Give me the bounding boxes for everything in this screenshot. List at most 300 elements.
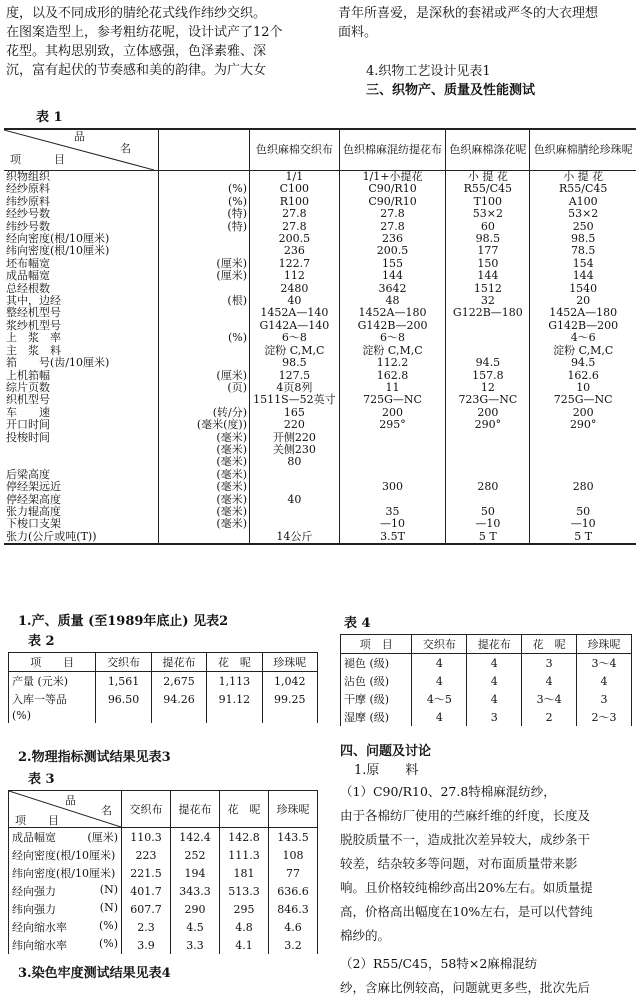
row-label	[4, 444, 159, 456]
row-label: 纬向密度(根/10厘米)	[6, 244, 110, 258]
table-cell: 60	[446, 221, 530, 233]
table-cell: 236	[339, 233, 446, 245]
row-label: 产量 (元米)	[9, 672, 96, 691]
table-cell: 280	[530, 481, 636, 493]
table-cell: 236	[250, 245, 340, 257]
table-cell: 3～4	[522, 690, 577, 708]
table-cell: 4.8	[220, 918, 269, 936]
table-cell: 200.5	[250, 233, 340, 245]
row-label: 经纱原料	[6, 182, 50, 196]
table-row	[4, 494, 636, 506]
table2-header: 项 目	[9, 653, 96, 672]
row-unit	[159, 357, 250, 369]
table-cell: 3	[577, 690, 632, 708]
table-cell	[446, 432, 530, 444]
table-cell	[446, 332, 530, 344]
table-cell: 1452A—180	[339, 307, 446, 319]
table-cell	[250, 469, 340, 481]
row-label-cell	[9, 918, 122, 936]
table-cell: C90/R10	[339, 183, 446, 195]
table4-header: 花 呢	[522, 635, 577, 654]
intro-text-right	[338, 4, 598, 100]
table-cell: 5 T	[530, 531, 636, 544]
table-row	[9, 846, 318, 864]
table-row	[9, 828, 318, 847]
table-cell: —10	[530, 518, 636, 530]
row-label: 纬向密度(根/10厘米)	[12, 867, 116, 880]
section-3-title: 3.染色牢度测试结果见表4	[18, 966, 171, 981]
table-row	[9, 708, 318, 723]
text-line: 棉纱的。	[340, 928, 391, 943]
table-cell: 1540	[530, 283, 636, 295]
row-label: 主 浆 料	[6, 343, 61, 357]
table-cell: 94.26	[151, 690, 206, 708]
row-label: 浆纱机型号	[6, 318, 61, 332]
table-cell: 290°	[446, 419, 530, 431]
table-cell	[250, 518, 340, 530]
row-unit: (根)	[159, 295, 250, 307]
table-cell	[446, 456, 530, 468]
table-cell: 112.2	[339, 357, 446, 369]
table-cell: 154	[530, 258, 636, 270]
table-cell: 4～6	[530, 332, 636, 344]
text-line: 度，以及不同成形的腈纶花式线作纬纱交织。	[6, 6, 267, 21]
row-label: 成品幅宽	[12, 831, 56, 844]
table-row	[4, 357, 636, 369]
table-cell: 11	[339, 382, 446, 394]
text-line: 纱，含麻比例较高，问题就更多些，批次先后	[340, 980, 591, 995]
table-cell: 343.3	[171, 882, 220, 900]
table-cell: 300	[339, 481, 446, 493]
table-cell: 1452A—180	[530, 307, 636, 319]
table-cell: R100	[250, 196, 340, 208]
table-cell: 27.8	[250, 221, 340, 233]
table-cell: 200	[339, 407, 446, 419]
table-cell: 4	[412, 708, 467, 726]
row-unit: (毫米)	[159, 481, 250, 493]
table-cell: 290	[171, 900, 220, 918]
row-label: 上 浆 率	[6, 331, 61, 345]
table-cell: 1,042	[262, 672, 317, 691]
row-unit	[159, 233, 250, 245]
row-label: 经向密度(根/10厘米)	[6, 232, 110, 246]
table-cell: 80	[250, 456, 340, 468]
text-line: 较差，结杂较多等问题，对布面质量带来影	[340, 856, 578, 871]
table3-caption: 表 3	[28, 772, 55, 787]
table1-col-header: 色织麻棉腈纶珍珠呢	[530, 129, 636, 171]
text-line: 高，价格高出幅度在10%左右，是可以代替纯	[340, 904, 593, 919]
table-row	[4, 196, 636, 208]
table-cell: 3.3	[171, 936, 220, 954]
table-cell: 48	[339, 295, 446, 307]
table-cell: —10	[339, 518, 446, 530]
table1-caption: 表 1	[36, 110, 63, 125]
row-label: 经纱号数	[6, 207, 50, 221]
row-label: 经向缩水率	[12, 921, 67, 934]
table3-header: 花 呢	[220, 791, 269, 828]
row-unit: (厘米)	[159, 270, 250, 282]
row-label: 经向强力	[12, 885, 56, 898]
table-cell: 6～8	[339, 332, 446, 344]
text-line: 面料。	[338, 25, 378, 40]
table-cell: 99.25	[262, 690, 317, 708]
row-unit	[159, 531, 250, 544]
table-cell: 1/1+小提花	[339, 171, 446, 184]
table-cell: 181	[220, 864, 269, 882]
table-cell: 295	[220, 900, 269, 918]
text-line: 由于各棉纺厂使用的苎麻纤维的纤度，长度及	[340, 808, 591, 823]
row-unit: (%)	[159, 196, 250, 208]
table2-header: 珍珠呢	[262, 653, 317, 672]
table-cell: 5 T	[446, 531, 530, 544]
table-cell: 144	[339, 270, 446, 282]
table-cell: 98.5	[250, 357, 340, 369]
table-cell: 513.3	[220, 882, 269, 900]
table-cell: 2,675	[151, 672, 206, 691]
row-label: 织机型号	[6, 393, 50, 407]
corner-label-bottom: 项 目	[10, 153, 65, 166]
table-cell: 2.3	[122, 918, 171, 936]
table-cell: G142B—200	[530, 320, 636, 332]
table-cell: 144	[446, 270, 530, 282]
table-cell: 50	[530, 506, 636, 518]
row-label-cell	[9, 846, 122, 864]
table-cell: 77	[269, 864, 318, 882]
table-1	[4, 128, 636, 545]
table-cell: 96.50	[96, 690, 151, 708]
row-label: 坯布幅宽	[6, 256, 50, 270]
table-cell: 94.5	[446, 357, 530, 369]
row-unit: (毫米)	[159, 444, 250, 456]
row-unit: (%)	[98, 919, 118, 932]
table-cell: R55/C45	[446, 183, 530, 195]
table-row	[4, 283, 636, 295]
table-cell: G142A—140	[250, 320, 340, 332]
text-line: 沉，富有起伏的节奏感和美的韵律。为广大女	[6, 63, 267, 78]
row-label: 经向密度(根/10厘米)	[12, 849, 116, 862]
paragraph-2	[340, 952, 636, 1000]
table-3	[8, 790, 318, 954]
row-unit: (毫米)	[159, 432, 250, 444]
row-unit: (毫米)	[159, 456, 250, 468]
table-row	[4, 183, 636, 195]
table-row	[4, 332, 636, 344]
table-cell: 846.3	[269, 900, 318, 918]
corner-label-mid: 名	[101, 804, 112, 817]
table-row	[341, 672, 632, 690]
table4-header: 珍珠呢	[577, 635, 632, 654]
table-cell: 4页8列	[250, 382, 340, 394]
table-row	[4, 407, 636, 419]
table-row	[9, 690, 318, 708]
table-row	[4, 481, 636, 493]
table-cell: 50	[446, 506, 530, 518]
row-label: 后梁高度	[6, 467, 50, 481]
table-cell	[530, 444, 636, 456]
table-cell: 4	[467, 654, 522, 673]
section-2-title: 2.物理指标测试结果见表3	[18, 750, 171, 765]
table2-header: 交织布	[96, 653, 151, 672]
table-cell: 4	[412, 654, 467, 673]
row-label: 入库一等品	[9, 690, 96, 708]
row-label: 下梭口支架	[6, 517, 61, 531]
text-line: 青年所喜爱，是深秋的套裙或严冬的大衣理想	[338, 6, 599, 21]
table-cell: 2480	[250, 283, 340, 295]
row-label: (%)	[9, 708, 96, 723]
table-cell: 295°	[339, 419, 446, 431]
row-label: 投梭时间	[6, 430, 50, 444]
row-unit: (特)	[159, 221, 250, 233]
row-label: 筘 号(齿/10厘米)	[6, 356, 110, 370]
table3-header: 提花布	[171, 791, 220, 828]
row-unit	[159, 245, 250, 257]
table-cell: 607.7	[122, 900, 171, 918]
corner-label-top: 品	[74, 130, 85, 143]
row-label: 湿摩 (级)	[341, 708, 412, 726]
table-cell	[96, 708, 151, 723]
table-cell: 3	[522, 654, 577, 673]
heading-4: 4.织物工艺设计见表1	[366, 64, 491, 79]
table-row	[341, 690, 632, 708]
table-cell: 221.5	[122, 864, 171, 882]
table-row	[9, 936, 318, 954]
table-cell	[530, 432, 636, 444]
table4-caption: 表 4	[344, 616, 371, 631]
text-line: 在图案造型上，参考粗纺花呢，设计试产了12个	[6, 25, 283, 40]
row-unit: (页)	[159, 382, 250, 394]
table-row	[341, 708, 632, 726]
row-label-cell	[9, 900, 122, 918]
row-label-cell	[9, 936, 122, 954]
row-label: 成品幅宽	[6, 269, 50, 283]
table-cell: 2～3	[577, 708, 632, 726]
table-cell: 小 提 花	[446, 171, 530, 184]
table-cell: 20	[530, 295, 636, 307]
table-cell: 1512	[446, 283, 530, 295]
table-cell: 108	[269, 846, 318, 864]
table-row	[9, 864, 318, 882]
table-cell: 78.5	[530, 245, 636, 257]
table-cell: 4	[467, 672, 522, 690]
table-row	[4, 245, 636, 257]
table-cell: 91.12	[207, 690, 262, 708]
table-row	[4, 531, 636, 544]
table-row	[4, 444, 636, 456]
row-label: 开口时间	[6, 418, 50, 432]
table-cell: 194	[171, 864, 220, 882]
section-1-title: 1.产、质量 (至1989年底止) 见表2	[18, 614, 229, 629]
table-cell: 112	[250, 270, 340, 282]
table-row	[4, 208, 636, 220]
table1-col-header: 色织麻棉涤花呢	[446, 129, 530, 171]
table-cell: 27.8	[339, 221, 446, 233]
section-4-subtitle: 1.原 料	[354, 763, 419, 778]
row-unit	[159, 394, 250, 406]
table-cell: 27.8	[339, 208, 446, 220]
table-cell: C100	[250, 183, 340, 195]
table2-header: 花 呢	[207, 653, 262, 672]
row-unit: (毫米)	[159, 494, 250, 506]
table-cell: 200	[530, 407, 636, 419]
table-cell: 1511S—52英寸	[250, 394, 340, 406]
row-unit: (毫米)	[159, 506, 250, 518]
table-cell: 177	[446, 245, 530, 257]
table-row	[9, 882, 318, 900]
table-cell	[151, 708, 206, 723]
intro-text-left	[6, 4, 283, 80]
row-label: 停经架远近	[6, 480, 61, 494]
table-cell: 10	[530, 382, 636, 394]
table2-caption: 表 2	[28, 634, 55, 649]
table-cell: 开侧220	[250, 432, 340, 444]
table-cell: 144	[530, 270, 636, 282]
row-label: 张力辊高度	[6, 504, 61, 518]
table-cell: 4	[412, 672, 467, 690]
table-cell: 725G—NC	[530, 394, 636, 406]
table-row	[4, 469, 636, 481]
table-cell: 关侧230	[250, 444, 340, 456]
row-unit: (厘米)	[159, 370, 250, 382]
paragraph-1	[340, 780, 636, 948]
table-cell: 142.4	[171, 828, 220, 847]
table-row	[4, 307, 636, 319]
table-cell: 2	[522, 708, 577, 726]
row-label: 上机筘幅	[6, 368, 50, 382]
table-row	[4, 171, 636, 184]
table-cell: 14公斤	[250, 531, 340, 544]
table-cell: 1452A—140	[250, 307, 340, 319]
corner-label-top: 品	[65, 794, 76, 807]
table-cell: 3.2	[269, 936, 318, 954]
row-unit: (%)	[98, 937, 118, 950]
table-row	[4, 456, 636, 468]
table-cell	[250, 481, 340, 493]
table-cell: 小 提 花	[530, 171, 636, 184]
table-cell: 200	[446, 407, 530, 419]
row-label: 纬纱原料	[6, 194, 50, 208]
table-cell	[339, 444, 446, 456]
table-cell: 143.5	[269, 828, 318, 847]
table-cell: 35	[339, 506, 446, 518]
table-cell: 4	[467, 690, 522, 708]
table-cell: 12	[446, 382, 530, 394]
table-row	[4, 258, 636, 270]
table-cell: 淀粉 C,M,C	[250, 345, 340, 357]
row-label-cell	[9, 864, 122, 882]
table-cell: 122.7	[250, 258, 340, 270]
text-line: 花型。其构思别致，立体感强，色泽素雅、深	[6, 44, 267, 59]
table-cell: 200.5	[339, 245, 446, 257]
row-unit: (N)	[99, 901, 118, 914]
table1-col-header: 色织棉麻混纺提花布	[339, 129, 446, 171]
table-2	[8, 652, 318, 723]
row-label: 张力(公斤或吨(T))	[4, 531, 159, 544]
table-row	[4, 506, 636, 518]
table-cell	[207, 708, 262, 723]
corner-label-mid: 名	[120, 142, 131, 155]
table-cell: 98.5	[530, 233, 636, 245]
row-unit: (厘米)	[87, 831, 118, 844]
table-cell: 3.9	[122, 936, 171, 954]
table-row	[4, 394, 636, 406]
table-cell: 3～4	[577, 654, 632, 673]
table-row	[9, 672, 318, 691]
table4-header: 交织布	[412, 635, 467, 654]
row-label-cell	[9, 828, 122, 847]
table-cell: R55/C45	[530, 183, 636, 195]
row-label: 纬纱号数	[6, 219, 50, 233]
table3-header: 珍珠呢	[269, 791, 318, 828]
table-cell: T100	[446, 196, 530, 208]
corner-label-bottom: 项 目	[15, 814, 59, 827]
heading-section-3: 三、织物产、质量及性能测试	[366, 83, 536, 98]
row-unit	[159, 307, 250, 319]
table-cell: 142.8	[220, 828, 269, 847]
table-cell: 162.8	[339, 370, 446, 382]
table-cell: 4.1	[220, 936, 269, 954]
table-cell: G142B—200	[339, 320, 446, 332]
row-unit: (N)	[99, 883, 118, 896]
table-cell: 32	[446, 295, 530, 307]
table-cell	[339, 456, 446, 468]
table-row	[4, 270, 636, 282]
table-cell: 401.7	[122, 882, 171, 900]
row-unit: (毫米)	[159, 469, 250, 481]
table-cell: —10	[446, 518, 530, 530]
table-cell: C90/R10	[339, 196, 446, 208]
table-cell: 636.6	[269, 882, 318, 900]
row-unit: (转/分)	[159, 407, 250, 419]
table-cell: 40	[250, 295, 340, 307]
table-row	[4, 370, 636, 382]
table-cell: 290°	[530, 419, 636, 431]
table-cell: 150	[446, 258, 530, 270]
table-cell: 4～5	[412, 690, 467, 708]
table-cell: 1/1	[250, 171, 340, 184]
table-cell: 110.3	[122, 828, 171, 847]
table-cell: 1,561	[96, 672, 151, 691]
text-line: （2）R55/C45，58特×2麻棉混纺	[340, 956, 538, 971]
table-cell	[446, 320, 530, 332]
table1-corner	[4, 129, 159, 171]
table-cell: A100	[530, 196, 636, 208]
table1-col-header: 色织麻棉交织布	[250, 129, 340, 171]
section-4-title: 四、问题及讨论	[340, 744, 432, 759]
table-cell: 280	[446, 481, 530, 493]
table-row	[4, 320, 636, 332]
table-cell: 4	[577, 672, 632, 690]
table3-header: 交织布	[122, 791, 171, 828]
row-label: 干摩 (级)	[341, 690, 412, 708]
table-cell: 淀粉 C,M,C	[530, 345, 636, 357]
table-cell: 223	[122, 846, 171, 864]
table-row	[4, 432, 636, 444]
row-label	[4, 456, 159, 468]
table-cell: 40	[250, 494, 340, 506]
table4-header: 项 目	[341, 635, 412, 654]
table-cell: 157.8	[446, 370, 530, 382]
table-cell: 723G—NC	[446, 394, 530, 406]
table-row	[9, 918, 318, 936]
discussion-section	[340, 742, 636, 1000]
table-cell	[262, 708, 317, 723]
row-label: 综片页数	[6, 380, 50, 394]
table-cell: 4.6	[269, 918, 318, 936]
table-cell: 1,113	[207, 672, 262, 691]
table-cell	[446, 444, 530, 456]
table-row	[341, 654, 632, 673]
table-cell: 162.6	[530, 370, 636, 382]
